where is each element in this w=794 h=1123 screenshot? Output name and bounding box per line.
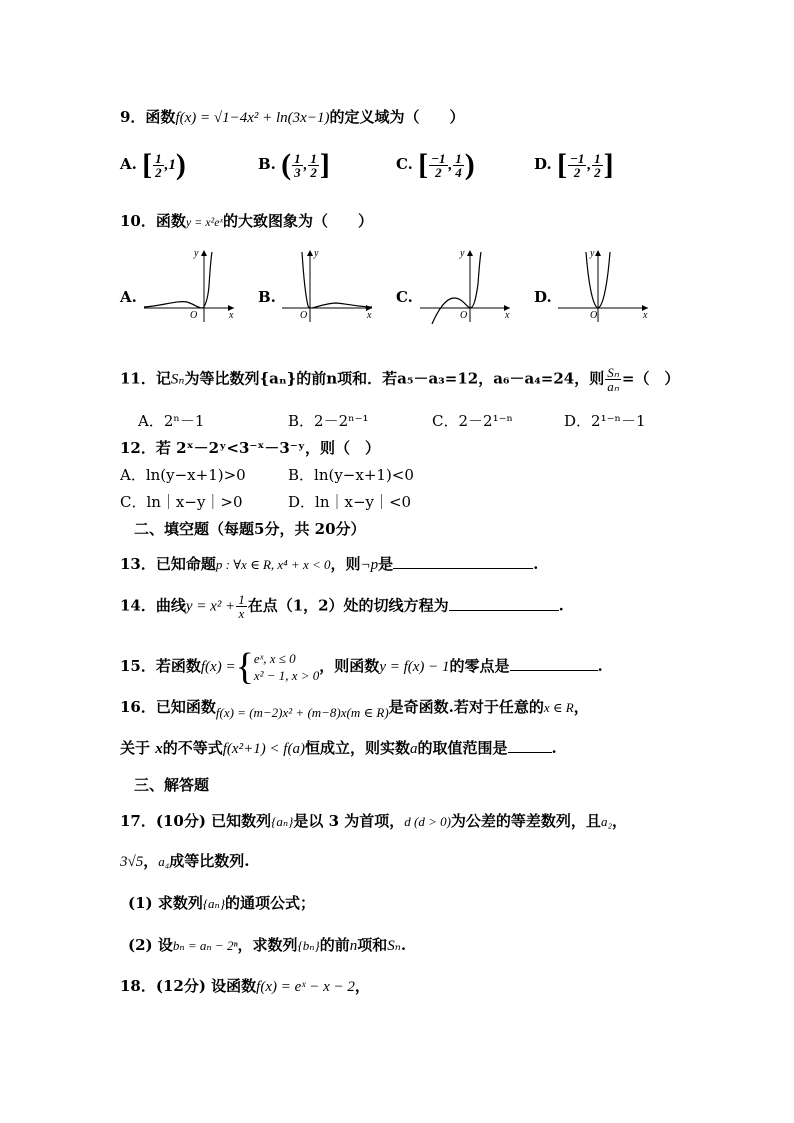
q10-graph-a [142, 248, 242, 324]
y-axis-label: y [194, 248, 199, 259]
q9-option-d[interactable]: D. [ $\frac{-1}{2}$ , $\frac{1}{2}$ ] [534, 148, 614, 181]
q11-option-c[interactable]: C．2－2¹⁻ⁿ [432, 412, 513, 430]
q10-label-d[interactable]: D. [534, 288, 552, 306]
q18-stem: 18．(12分) 设函数f(x) = eˣ − x − 2， [120, 977, 370, 995]
q15-stem: 15．若函数f(x) = { eˣ, x ≤ 0 x² − 1, x > 0 ，则函数y = f(x) − 1的零点是 . [120, 646, 603, 688]
q12-option-d[interactable]: D．ln｜x−y｜<0 [288, 493, 412, 511]
q10-stem: 10．函数y = x²eˣ的大致图象为（ ） [120, 212, 373, 230]
svg-text:y: y [314, 248, 319, 259]
q9-a-frac: $\frac{1}{2}$ [155, 150, 162, 180]
svg-text:O: O [460, 310, 468, 321]
svg-text:x: x [367, 310, 372, 321]
section-solution-title: 三、解答题 [134, 776, 210, 794]
q10-function: y = x²eˣ [185, 215, 223, 229]
q14-answer-blank[interactable] [449, 596, 559, 611]
q10-graph-c [418, 248, 518, 324]
svg-text:O: O [590, 310, 598, 321]
q10-label-b[interactable]: B. [258, 288, 276, 306]
svg-text:x: x [505, 310, 510, 321]
q17-part-1: (1) 求数列{aₙ}的通项公式； [128, 894, 316, 912]
q16-stem-line2: 关于 x的不等式f(x²+1) < f(a)恒成立，则实数a的取值范围是 . [120, 739, 557, 757]
q16-stem-line1: 16．已知函数f(x) = (m−2)x² + (m−8)x(m ∈ R)是奇函数.若对于任意的x ∈ R， [120, 698, 589, 720]
q17-stem-line2: 3√5，a₄成等比数列. [120, 852, 250, 870]
q10-label-c[interactable]: C. [396, 288, 413, 306]
q12-stem: 12．若 2ˣ－2ʸ<3⁻ˣ－3⁻ʸ，则（ ） [120, 439, 381, 457]
q13-stem: 13．已知命题p : ∀x ∈ R, x⁴ + x < 0，则¬p是 . [120, 555, 539, 573]
q9-prefix: 9．函数 [120, 108, 176, 126]
q12-option-c[interactable]: C．ln｜x−y｜>0 [120, 493, 243, 511]
q11-option-d[interactable]: D．2¹⁻ⁿ－1 [564, 412, 646, 430]
q12-option-b[interactable]: B．ln(y−x+1)<0 [288, 466, 414, 484]
svg-text:y: y [460, 248, 465, 259]
svg-text:O: O [300, 310, 308, 321]
q11-option-b[interactable]: B．2－2ⁿ⁻¹ [288, 412, 369, 430]
q12-option-a[interactable]: A．ln(y−x+1)>0 [120, 466, 246, 484]
q13-answer-blank[interactable] [393, 554, 533, 569]
q9-option-c[interactable]: C. [ $\frac{-1}{2}$ , $\frac{1}{4}$ ) [396, 148, 475, 181]
q15-case-2: x² − 1, x > 0 [253, 668, 320, 683]
q9-option-b[interactable]: B. ( $\frac{1}{3}$ , $\frac{1}{2}$ ] [258, 148, 330, 181]
q9-option-a[interactable]: A. [ $\frac{1}{2}$ ,1) [120, 148, 186, 181]
q10-graph-b [280, 248, 380, 324]
q10-label-a[interactable]: A. [120, 288, 137, 306]
q10-graph-d [556, 248, 656, 324]
q17-stem-line1: 17．(10分) 已知数列{aₙ}是以 3 为首项，d (d > 0)为公差的等差数列，且a₂， [120, 812, 627, 830]
svg-text:x: x [643, 310, 648, 321]
q11-option-a[interactable]: A．2ⁿ－1 [138, 412, 205, 430]
q9-suffix: 的定义域为（ ） [329, 108, 465, 126]
q16-answer-blank[interactable] [508, 738, 552, 753]
origin-label: O [190, 310, 198, 321]
section-fill-in-title: 二、填空题（每题5分，共 20分） [134, 520, 366, 538]
q14-stem: 14．曲线y = x² + $\frac{1}{x}$ 在点（1，2）处的切线方程为 . [120, 592, 564, 621]
q15-answer-blank[interactable] [510, 656, 598, 671]
x-axis-label: x [229, 310, 234, 321]
q17-part-2: (2) 设bₙ = aₙ − 2ⁿ，求数列{bₙ}的前n项和Sₙ. [128, 936, 407, 954]
q9-function: f(x) = √1−4x² + ln(3x−1) [175, 110, 330, 126]
svg-text:y: y [590, 248, 595, 259]
q15-case-1: eˣ, x ≤ 0 [253, 651, 296, 666]
q11-stem: 11．记Sₙ为等比数列{aₙ}的前n项和．若a₅－a₃=12，a₆－a₄=24，则 $\frac{\text{Sₙ}}{\text{aₙ}}$ =（ ） [120, 365, 680, 394]
q9-stem [120, 106, 464, 129]
